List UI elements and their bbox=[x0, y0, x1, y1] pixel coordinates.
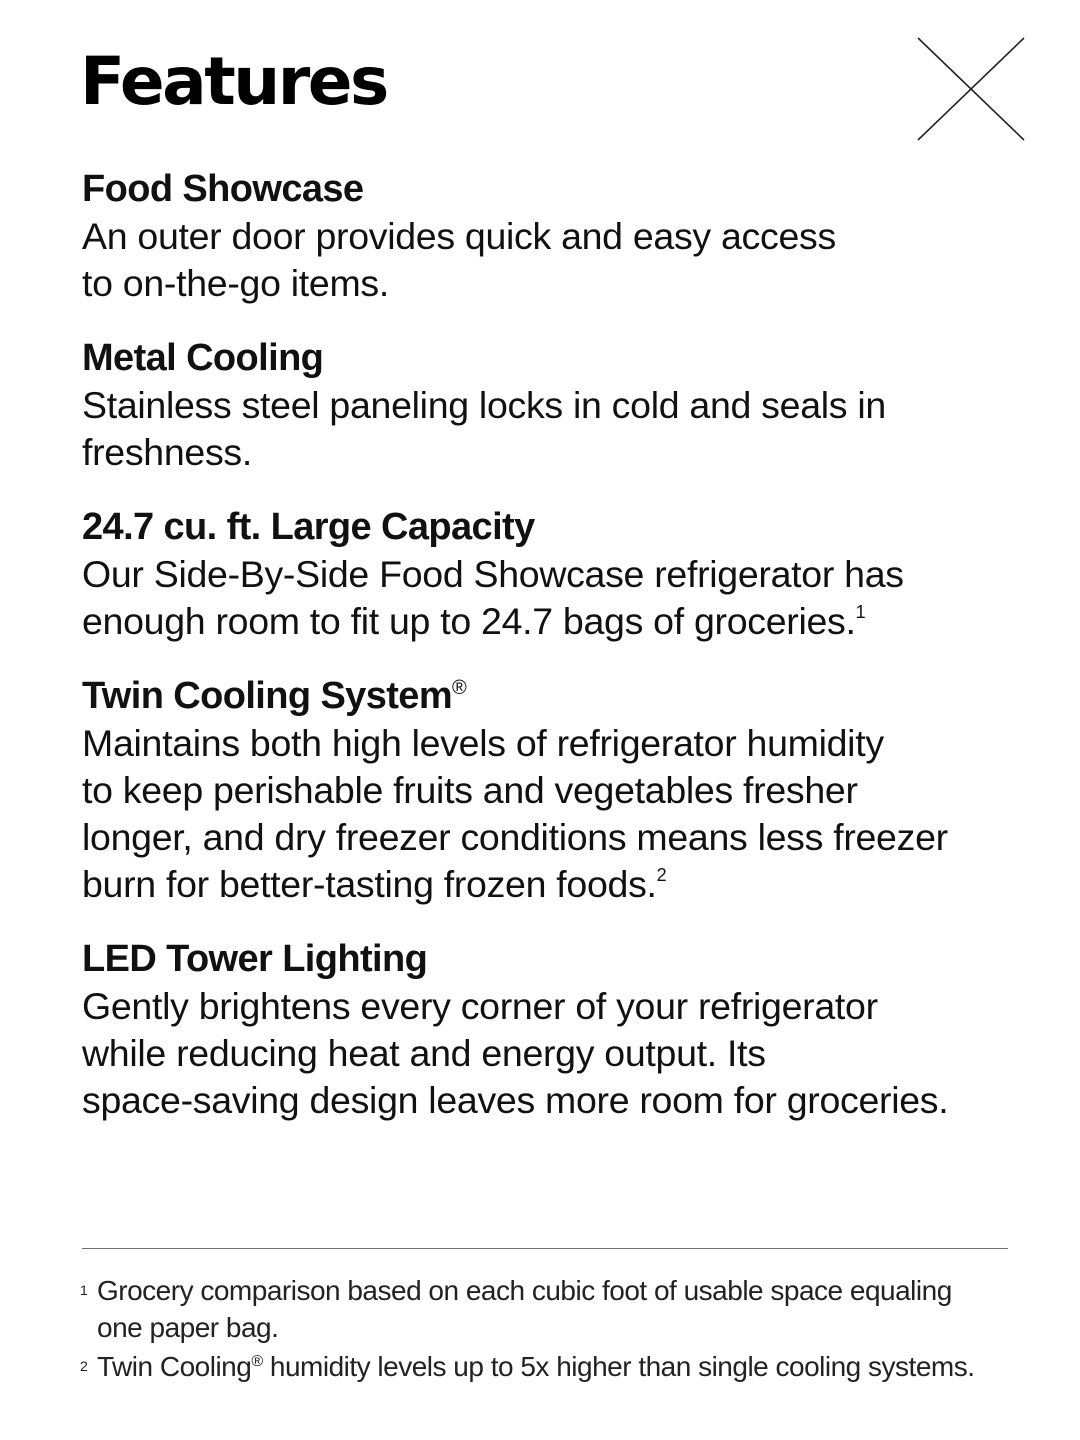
footnote-text: Twin Cooling® humidity levels up to 5x higher than single cooling systems. bbox=[97, 1351, 975, 1382]
feature-large-capacity bbox=[82, 504, 1022, 645]
feature-led-lighting bbox=[82, 936, 1022, 1124]
footnote-text: Grocery comparison based on each cubic foot of usable space equaling one paper bag. bbox=[97, 1275, 952, 1343]
feature-title: Twin Cooling System® bbox=[82, 675, 467, 717]
feature-metal-cooling bbox=[82, 335, 1022, 476]
close-icon bbox=[916, 36, 1026, 142]
registered-mark: ® bbox=[452, 677, 467, 699]
description-line: Stainless steel paneling locks in cold and seals in bbox=[82, 384, 886, 426]
footnotes bbox=[80, 1272, 1010, 1387]
feature-description bbox=[82, 720, 1022, 908]
footnote-2 bbox=[80, 1348, 1010, 1385]
description-line: Gently brightens every corner of your refrigerator bbox=[82, 985, 878, 1027]
description-line: while reducing heat and energy output. Its bbox=[82, 1032, 766, 1074]
description-line: longer, and dry freezer conditions means less freezer bbox=[82, 816, 948, 858]
feature-twin-cooling bbox=[82, 673, 1022, 908]
feature-description bbox=[82, 382, 1022, 476]
description-line: Maintains both high levels of refrigerator humidity bbox=[82, 722, 884, 764]
features-list bbox=[82, 166, 1022, 1152]
footnote-ref: 1 bbox=[855, 602, 866, 622]
feature-description bbox=[82, 551, 1022, 645]
description-line: to on-the-go items. bbox=[82, 262, 389, 304]
description-line: freshness. bbox=[82, 431, 252, 473]
description-line: An outer door provides quick and easy access bbox=[82, 215, 836, 257]
feature-title: 24.7 cu. ft. Large Capacity bbox=[82, 506, 535, 548]
description-line: Our Side-By-Side Food Showcase refrigerator has bbox=[82, 553, 904, 595]
close-button[interactable] bbox=[916, 36, 1026, 142]
description-line: burn for better-tasting frozen foods. bbox=[82, 863, 657, 905]
feature-description bbox=[82, 213, 1022, 307]
registered-mark: ® bbox=[251, 1353, 263, 1370]
description-line: space-saving design leaves more room for groceries. bbox=[82, 1079, 949, 1121]
footnote-number: 1 bbox=[80, 1282, 88, 1298]
feature-title: Metal Cooling bbox=[82, 337, 324, 379]
footnote-1 bbox=[80, 1272, 1010, 1346]
feature-title: LED Tower Lighting bbox=[82, 938, 428, 980]
footnote-divider bbox=[82, 1248, 1008, 1249]
feature-food-showcase bbox=[82, 166, 1022, 307]
footnote-number: 2 bbox=[80, 1358, 88, 1374]
page-title: Features bbox=[80, 43, 387, 120]
feature-description bbox=[82, 983, 1022, 1124]
footnote-ref: 2 bbox=[656, 865, 667, 885]
description-line: enough room to fit up to 24.7 bags of groceries. bbox=[82, 600, 856, 642]
description-line: to keep perishable fruits and vegetables fresher bbox=[82, 769, 858, 811]
feature-title: Food Showcase bbox=[82, 168, 364, 210]
